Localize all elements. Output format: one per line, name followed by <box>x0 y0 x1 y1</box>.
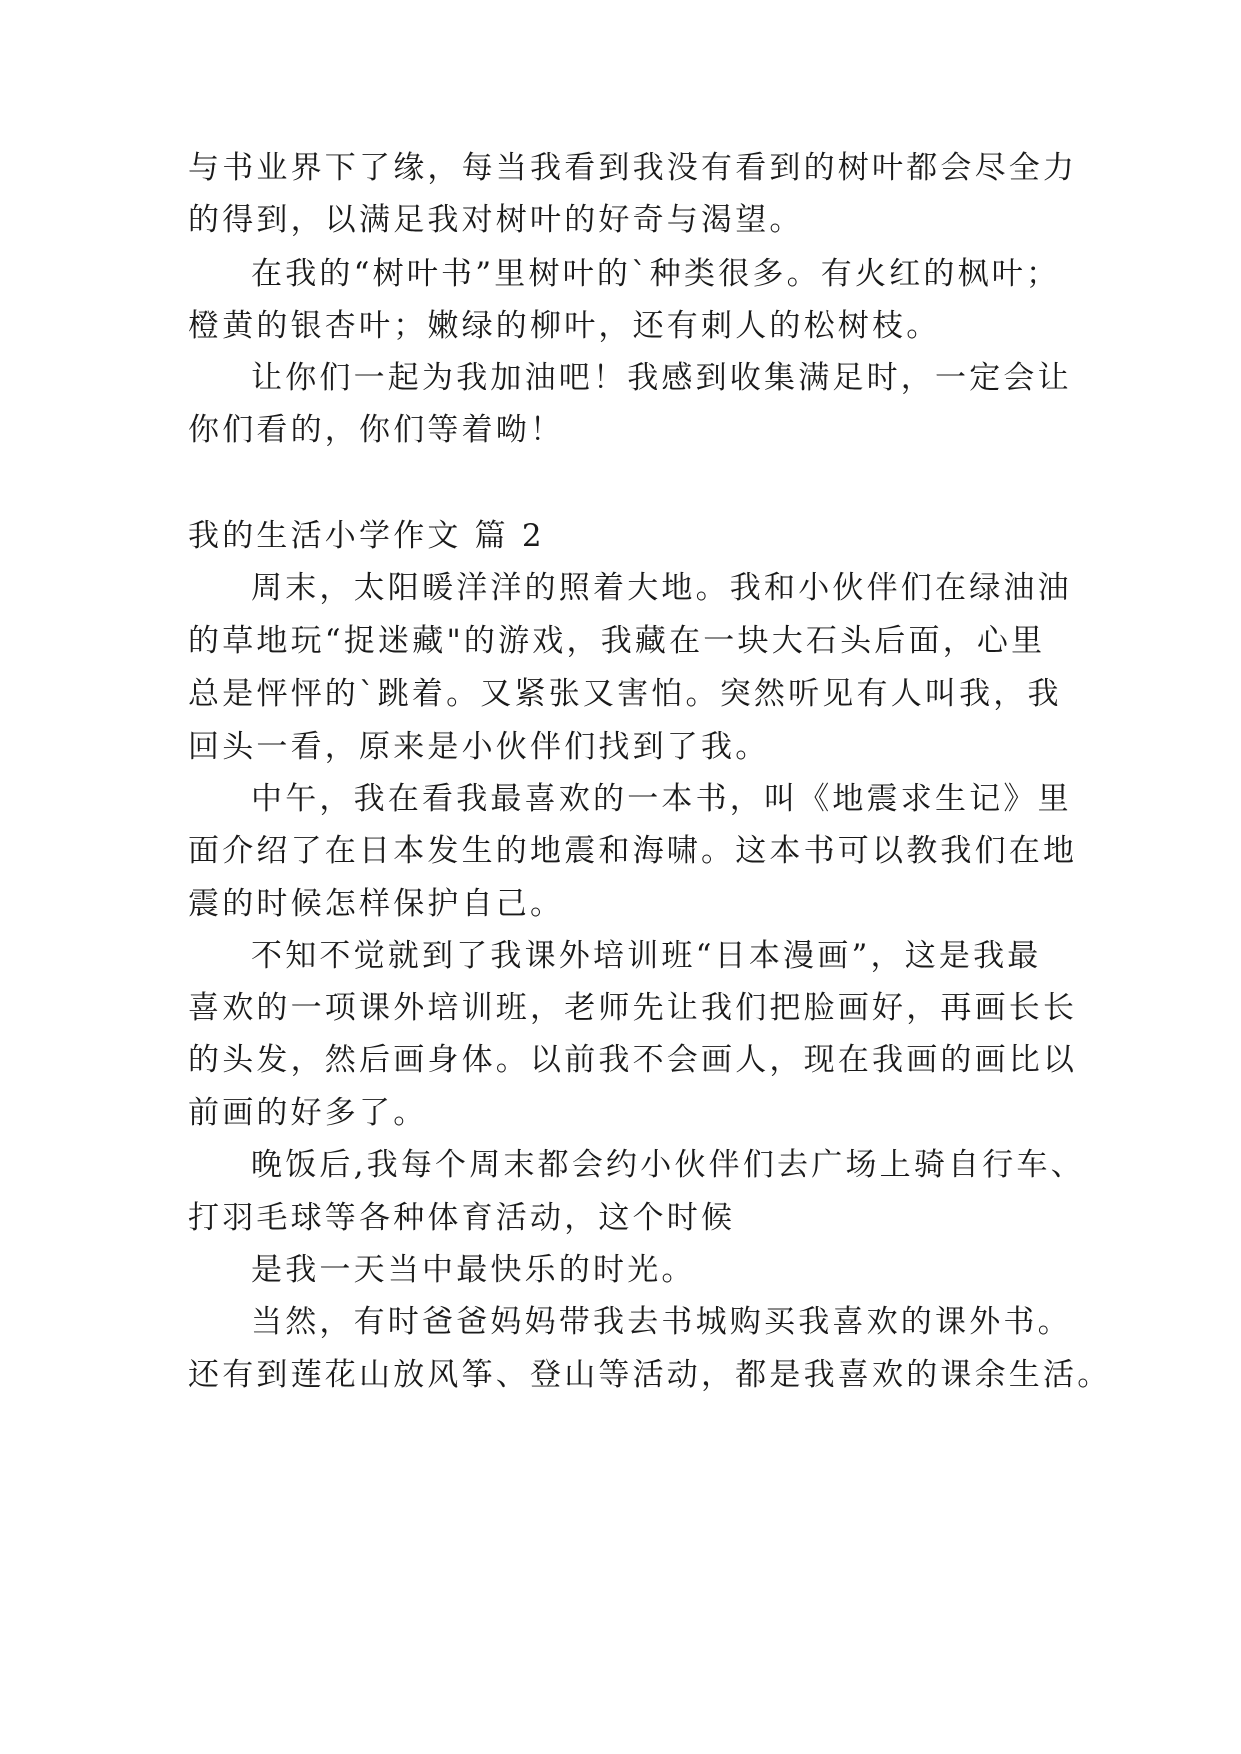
paragraph-line: 周末，太阳暖洋洋的照着大地。我和小伙伴们在绿油油 <box>251 570 1072 606</box>
paragraph-line: 的草地玩“捉迷藏"的游戏，我藏在一块大石头后面，心里 <box>188 623 1046 659</box>
paragraph-line: 还有到莲花山放风筝、登山等活动，都是我喜欢的课余生活。 <box>188 1357 1112 1393</box>
paragraph-line: 面介绍了在日本发生的地震和海啸。这本书可以教我们在地 <box>188 833 1078 869</box>
paragraph-line: 橙黄的银杏叶；嫩绿的柳叶，还有刺人的松树枝。 <box>188 308 941 344</box>
paragraph-line: 与书业界下了缘，每当我看到我没有看到的树叶都会尽全力 <box>188 150 1078 186</box>
paragraph-line: 晚饭后,我每个周末都会约小伙伴们去广场上骑自行车、 <box>251 1147 1085 1183</box>
paragraph-line: 中午，我在看我最喜欢的一本书，叫《地震求生记》里 <box>251 781 1072 817</box>
paragraph-line: 打羽毛球等各种体育活动，这个时候 <box>188 1200 736 1236</box>
paragraph-line: 回头一看，原来是小伙伴们找到了我。 <box>188 729 770 765</box>
paragraph-line: 是我一天当中最快乐的时光。 <box>251 1252 696 1288</box>
paragraph-line: 当然，有时爸爸妈妈带我去书城购买我喜欢的课外书。 <box>251 1304 1072 1340</box>
paragraph-line: 总是怦怦的`跳着。又紧张又害怕。突然听见有人叫我，我 <box>188 676 1062 712</box>
paragraph-line: 喜欢的一项课外培训班，老师先让我们把脸画好，再画长长 <box>188 990 1078 1026</box>
paragraph-line: 的得到，以满足我对树叶的好奇与渴望。 <box>188 202 804 238</box>
paragraph-line: 你们看的，你们等着呦！ <box>188 412 565 448</box>
paragraph-line: 让你们一起为我加油吧！我感到收集满足时，一定会让 <box>251 360 1072 396</box>
section-heading: 我的生活小学作文 篇 2 <box>188 518 545 554</box>
paragraph-line: 在我的“树叶书”里树叶的`种类很多。有火红的枫叶； <box>251 256 1061 292</box>
paragraph-line: 震的时候怎样保护自己。 <box>188 886 565 922</box>
paragraph-line: 前画的好多了。 <box>188 1095 428 1131</box>
paragraph-line: 的头发，然后画身体。以前我不会画人，现在我画的画比以 <box>188 1042 1078 1078</box>
paragraph-line: 不知不觉就到了我课外培训班“日本漫画”，这是我最 <box>251 938 1042 974</box>
